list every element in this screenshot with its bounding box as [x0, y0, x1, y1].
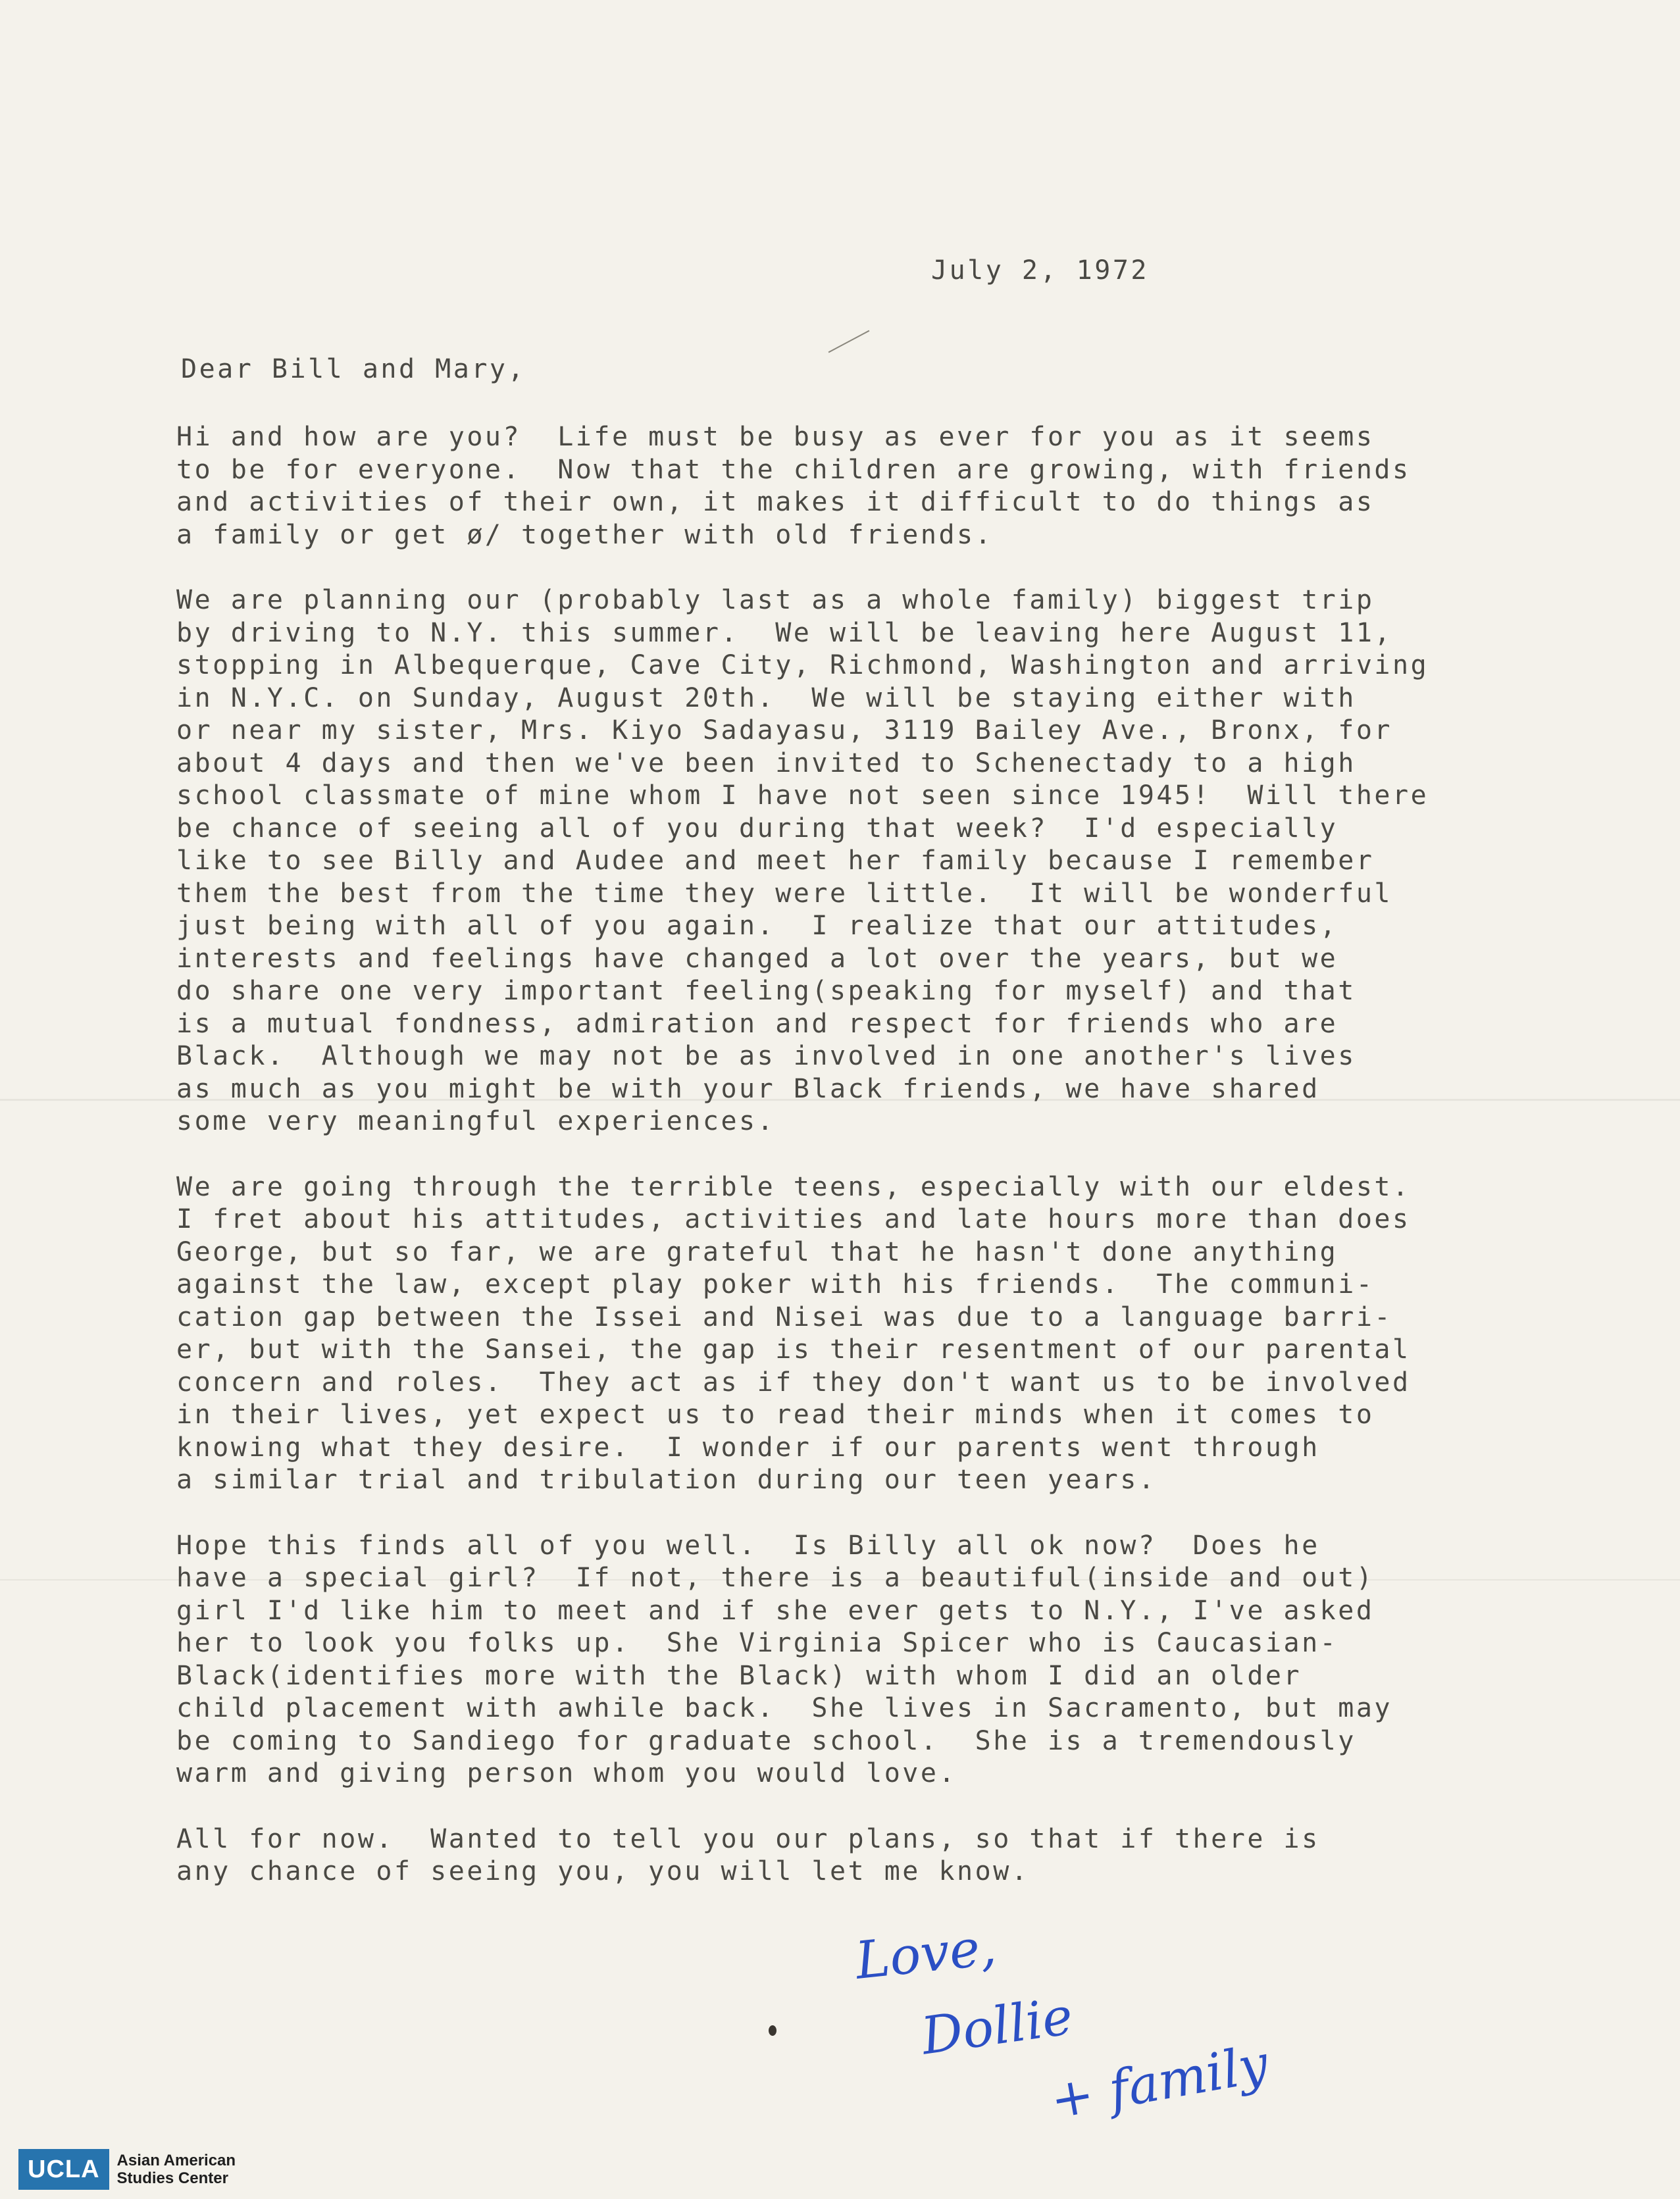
- signature-closing: Love,: [852, 1917, 999, 1991]
- letter-line: school classmate of mine whom I have not seen since 1945! Will there: [176, 780, 1429, 811]
- letter-line: cation gap between the Issei and Nisei was due to a language barri-: [176, 1302, 1392, 1332]
- letter-line: in N.Y.C. on Sunday, August 20th. We will be staying either with: [176, 682, 1356, 713]
- letter-line: child placement with awhile back. She lives in Sacramento, but may: [176, 1693, 1392, 1723]
- letter-body: [176, 421, 1571, 1921]
- letter-line: All for now. Wanted to tell you our plans, so that if there is: [176, 1823, 1320, 1854]
- letter-paragraph: [176, 584, 1571, 1138]
- letter-line: by driving to N.Y. this summer. We will be leaving here August 11,: [176, 617, 1392, 648]
- signature-family: + family: [1046, 2034, 1273, 2131]
- letter-line: them the best from the time they were little. It will be wonderful: [176, 878, 1392, 909]
- letter-line: as much as you might be with your Black friends, we have shared: [176, 1073, 1320, 1104]
- letter-line: do share one very important feeling(speaking for myself) and that: [176, 976, 1356, 1006]
- signature-name: Dollie: [917, 1986, 1077, 2067]
- letter-line: and activities of their own, it makes it difficult to do things as: [176, 487, 1375, 517]
- letter-line: I fret about his attitudes, activities and late hours more than does: [176, 1204, 1411, 1234]
- letter-line: be chance of seeing all of you during that week? I'd especially: [176, 813, 1338, 844]
- letter-line: Hi and how are you? Life must be busy as ever for you as it seems: [176, 422, 1375, 452]
- ucla-logo-mark: UCLA: [18, 2149, 109, 2190]
- letter-line: girl I'd like him to meet and if she ever gets to N.Y., I've asked: [176, 1595, 1375, 1626]
- logo-caption: [109, 2149, 236, 2190]
- letter-salutation: Dear Bill and Mary,: [181, 354, 526, 384]
- pen-stroke-mark: [828, 330, 870, 353]
- logo-caption-line1: Asian American: [116, 2152, 236, 2169]
- letter-line: Black(identifies more with the Black) with whom I did an older: [176, 1660, 1302, 1691]
- letter-line: to be for everyone. Now that the children are growing, with friends: [176, 454, 1411, 485]
- letter-line: any chance of seeing you, you will let me know.: [176, 1856, 1030, 1886]
- letter-line: against the law, except play poker with his friends. The communi-: [176, 1269, 1375, 1300]
- ucla-aasc-logo: [18, 2149, 236, 2190]
- letter-line: stopping in Albequerque, Cave City, Richmond, Washington and arriving: [176, 650, 1429, 680]
- letter-line: have a special girl? If not, there is a beautiful(inside and out): [176, 1563, 1375, 1593]
- letter-line: We are planning our (probably last as a whole family) biggest trip: [176, 585, 1375, 615]
- letter-line: in their lives, yet expect us to read their minds when it comes to: [176, 1400, 1375, 1430]
- letter-paragraph: [176, 421, 1571, 551]
- letter-date: July 2, 1972: [931, 255, 1149, 286]
- letter-paragraph: [176, 1530, 1571, 1790]
- letter-line: a similar trial and tribulation during our teen years.: [176, 1465, 1157, 1495]
- letter-line: We are going through the terrible teens, especially with our eldest.: [176, 1171, 1411, 1202]
- letter-paragraph: [176, 1171, 1571, 1497]
- letter-line: interests and feelings have changed a lot over the years, but we: [176, 943, 1338, 974]
- letter-line: warm and giving person whom you would love.: [176, 1758, 957, 1788]
- letter-line: a family or get ø/ together with old friends.: [176, 519, 994, 550]
- letter-line: like to see Billy and Audee and meet her family because I remember: [176, 846, 1375, 876]
- letter-line: about 4 days and then we've been invited to Schenectady to a high: [176, 747, 1356, 778]
- letter-line: Hope this finds all of you well. Is Billy all ok now? Does he: [176, 1530, 1320, 1561]
- letter-line: her to look you folks up. She Virginia Spicer who is Caucasian-: [176, 1628, 1338, 1658]
- letter-line: knowing what they desire. I wonder if our parents went through: [176, 1432, 1320, 1463]
- letter-line: be coming to Sandiego for graduate school. She is a tremendously: [176, 1725, 1356, 1756]
- letter-line: Black. Although we may not be as involved in one another's lives: [176, 1041, 1356, 1071]
- letter-paragraph: [176, 1823, 1571, 1888]
- letter-line: or near my sister, Mrs. Kiyo Sadayasu, 3119 Bailey Ave., Bronx, for: [176, 715, 1392, 746]
- letter-line: George, but so far, we are grateful that he hasn't done anything: [176, 1236, 1338, 1267]
- letter-line: just being with all of you again. I realize that our attitudes,: [176, 911, 1338, 941]
- letter-line: concern and roles. They act as if they don't want us to be involved: [176, 1367, 1411, 1398]
- ink-smudge: [769, 2025, 776, 2036]
- logo-caption-line2: Studies Center: [116, 2169, 228, 2187]
- letter-line: er, but with the Sansei, the gap is their resentment of our parental: [176, 1334, 1411, 1365]
- letter-line: some very meaningful experiences.: [176, 1106, 776, 1136]
- letter-line: is a mutual fondness, admiration and respect for friends who are: [176, 1008, 1338, 1039]
